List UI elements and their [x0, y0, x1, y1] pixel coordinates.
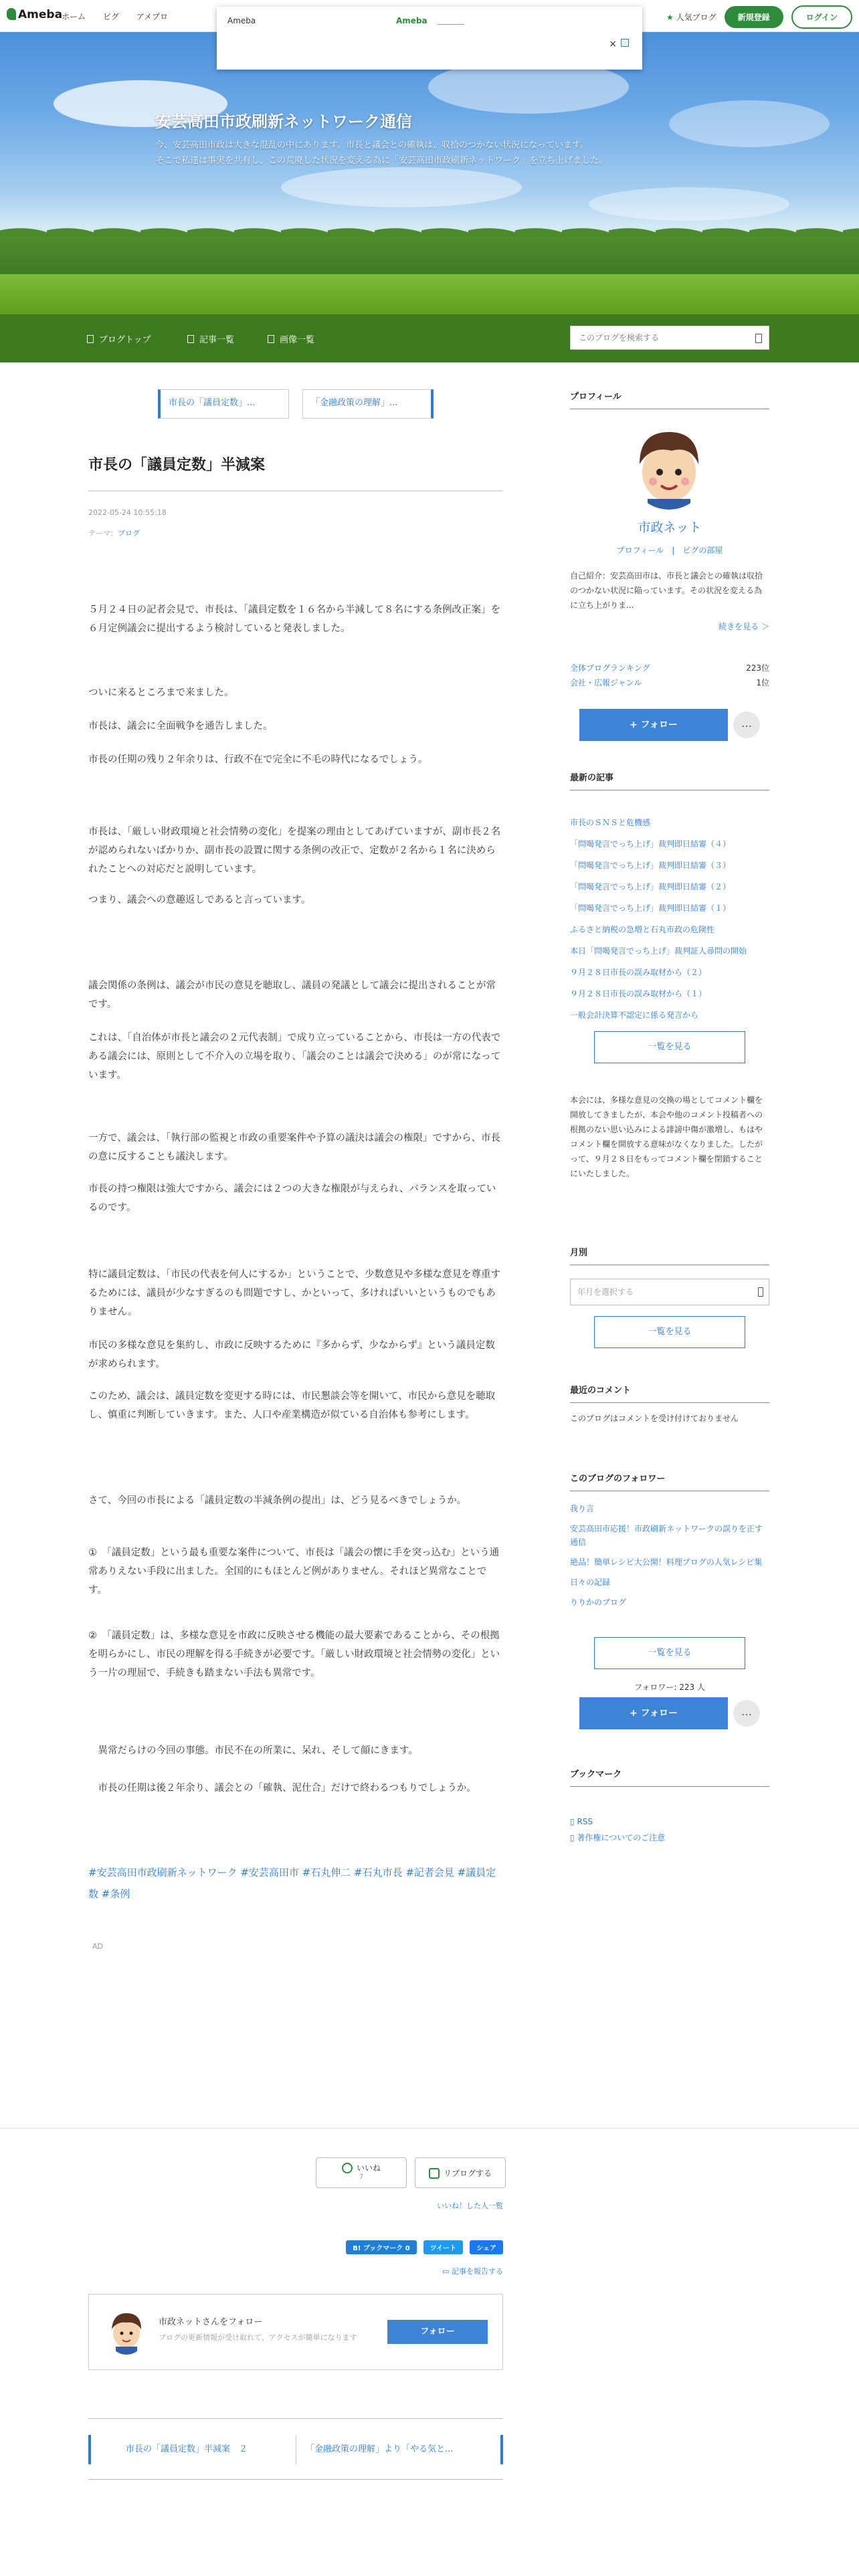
nav-home[interactable]: ホーム — [62, 12, 86, 21]
nav-pigg[interactable]: ピグ — [102, 12, 119, 21]
like-count: 7 — [359, 2173, 364, 2181]
follower-item[interactable]: 絶品！簡単レシピ大公開！料理ブログの人気レシピ集 — [570, 1558, 763, 1567]
recent-heading: 最新の記事 — [570, 770, 769, 790]
recent-item[interactable]: 「問喝発言でっち上げ」裁判即日結審（２） — [570, 882, 731, 891]
follow-box — [88, 2294, 503, 2370]
home-icon — [87, 335, 94, 343]
profile-avatar[interactable] — [629, 427, 709, 510]
follow-button[interactable]: フォロー — [387, 2320, 488, 2344]
footer-divider — [0, 2128, 859, 2129]
recent-list — [570, 816, 769, 1030]
report-link[interactable] — [442, 2266, 503, 2276]
like-button[interactable] — [316, 2157, 407, 2188]
profile-link[interactable]: プロフィール — [616, 546, 664, 555]
rss-link[interactable] — [570, 1814, 769, 1830]
comments-heading: 最近のコメント — [570, 1383, 769, 1403]
comment-notice: 本会には、多様な意見の交換の場としてコメント欄を開放してきましたが、本会や他のコメント投稿者への根拠のない思い込みによる誹謗中傷が激増し、もはやコメント欄を開放する意味がなくなりました。したがって、９月２８日をもってコメント欄を閉鎖することにいたしました。 — [570, 1095, 763, 1178]
recent-list-button[interactable]: 一覧を見る — [594, 1031, 745, 1063]
bookmark-count: 0 — [405, 2245, 410, 2252]
ameba-leaf-icon — [7, 8, 16, 20]
rss-icon: ▯ — [570, 1817, 577, 1826]
follower-item[interactable]: 日々の記録 — [570, 1578, 611, 1587]
bookmark-label: B! ブックマーク — [353, 2245, 403, 2252]
reblog-icon — [429, 2168, 440, 2179]
entry-pager — [88, 2418, 503, 2480]
follower-count: フォロワー: 223 人 — [634, 1683, 705, 1692]
cloud — [589, 187, 789, 221]
copyright-link[interactable] — [570, 1830, 769, 1846]
overlay-popup — [217, 7, 642, 70]
paragraph: つまり、議会への意趣返しであると言っています。 — [88, 895, 311, 905]
smile-icon — [342, 2163, 353, 2173]
popup-link[interactable]: Ameba — [396, 16, 427, 25]
logo-text: Ameba — [18, 8, 63, 21]
popular-blog-link[interactable] — [666, 11, 717, 23]
paragraph: このため、議会は、議員定数を変更する時には、市民懇談会等を開いて、市民から意見を聴取し、慎重に判断していきます。また、人口や産業構造が似ている自治体も参考にします。 — [88, 1391, 496, 1420]
blog-description — [155, 138, 664, 169]
paragraph: ① 「議員定数」という最も重要な案件について、市長は「議会の懐に手を突っ込む」という通常ありえない手段に出ました。全国的にもほとんど例がありません。それほど異常なことです。 — [88, 1547, 500, 1596]
month-select-placeholder: 年月を選択する — [577, 1287, 634, 1297]
follow-subtext: ブログの更新情報が受け取れて、アクセスが簡単になります — [159, 2333, 357, 2342]
theme-link[interactable]: ブログ — [118, 529, 140, 538]
next-entry-top[interactable]: 「金融政策の理解」... — [302, 389, 434, 419]
like-list-link[interactable]: いいね！した人一覧 — [437, 2202, 503, 2210]
ranking-all[interactable] — [570, 662, 769, 673]
more-options-icon[interactable]: … — [733, 1700, 760, 1727]
pig-room-link[interactable]: ピグの部屋 — [682, 546, 723, 555]
hashtags[interactable]: #安芸高田市政刷新ネットワーク #安芸高田市 #石丸伸二 #石丸市長 #記者会見 #議員定数 #条例 — [88, 1866, 496, 1900]
recent-item[interactable]: 市長のＳＮＳと危機感 — [570, 818, 651, 827]
crown-icon: ★ — [666, 13, 674, 22]
image-icon — [268, 335, 274, 343]
article-title[interactable]: 市長の「議員定数」半減案 — [88, 453, 503, 492]
recent-item[interactable]: 「問喝発言でっち上げ」裁判即日結審（１） — [570, 903, 731, 913]
popup-underline — [438, 24, 464, 25]
profile-intro: 自己紹介：安芸高田市は、市長と議会との確執は収拾のつかない状況に陥っています。その状況を変える為に立ち上がりま... — [570, 571, 763, 610]
paragraph: ついに来るところまで来ました。 — [88, 687, 234, 698]
sidebar-follow-button-2[interactable]: + フォロー — [579, 1697, 728, 1729]
prev-entry-bottom[interactable]: 市長の「議員定数」半減案 ２ — [88, 2435, 289, 2464]
paragraph: 異常だらけの今回の事態。市民不在の所業に、呆れ、そして顔にきます。 — [88, 1745, 418, 1756]
share-buttons — [346, 2240, 503, 2254]
nav-image-list[interactable] — [268, 332, 314, 345]
reblog-label: リブログする — [443, 2169, 492, 2178]
trees — [0, 237, 859, 278]
login-button[interactable]: ログイン — [791, 5, 852, 29]
profile-heading: プロフィール — [570, 389, 769, 409]
facebook-share-button[interactable]: シェア — [470, 2240, 503, 2254]
global-nav — [62, 11, 183, 22]
report-icon: ▭ — [442, 2267, 452, 2276]
like-label: いいね — [356, 2163, 381, 2173]
paragraph: さて、今回の市長による「議員定数の半減条例の提出」は、どう見るべきでしょうか。 — [88, 1495, 467, 1506]
prev-entry-top[interactable]: 市長の「議員定数」... — [158, 389, 289, 419]
hatena-bookmark-button[interactable] — [346, 2240, 416, 2254]
recent-item[interactable]: 本日「問喝発言でっち上げ」裁判証人尋問の開始 — [570, 946, 747, 956]
bookmark-label: 著作権についてのご注意 — [577, 1833, 666, 1842]
paragraph: 市長は、「厳しい財政環境と社会情勢の変化」を提案の理由としてあげていますが、副市長２名が認められないばかりか、副市長の設置に関する条例の改正で、定数が２名から１名に決められたことへの対応だと説明しています。 — [88, 827, 501, 875]
monthly-heading: 月別 — [570, 1245, 769, 1265]
cloud — [281, 167, 522, 207]
theme-label: テーマ： — [88, 529, 118, 538]
month-select[interactable] — [570, 1279, 769, 1305]
nav-blog-top[interactable] — [87, 332, 151, 345]
reaction-buttons — [316, 2157, 506, 2188]
search-icon[interactable] — [755, 334, 762, 343]
blog-search — [570, 326, 769, 350]
profile-links: プロフィール | ピグの部屋 — [616, 546, 723, 555]
tweet-button[interactable]: ツイート — [423, 2240, 464, 2254]
cloud — [669, 100, 830, 147]
popup-label: Ameba — [227, 16, 256, 25]
blog-desc-line: 今、安芸高田市政は大きな混乱の中にあります。市長と議会との確執は、収拾のつかない状況になっています。 — [155, 140, 589, 150]
follower-item[interactable]: 我り言 — [570, 1504, 595, 1513]
paragraph: 議会関係の条例は、議会が市民の意見を聴取し、議員の発議として議会に提出されることが常です。 — [88, 980, 496, 1010]
paragraph: 市長の持つ権限は強大ですから、議会には２つの大きな権限が与えられ、バランスを取っているのです。 — [88, 1184, 496, 1213]
article-theme — [88, 528, 140, 538]
report-label: 記事を報告する — [452, 2267, 503, 2276]
recent-item[interactable]: ９月２８日市長の誤み取材から（２） — [570, 968, 707, 977]
recent-item[interactable]: ９月２８日市長の誤み取材から（１） — [570, 989, 707, 998]
paragraph: 特に議員定数は、「市民の代表を何人にするか」ということで、少数意見や多様な意見を尊重するためには、議員が少なすぎるのも問題ですし、かといって、多ければいいというものでもありません。 — [88, 1269, 500, 1317]
paragraph: ５月２４日の記者会見で、市長は、「議員定数を１６名から半減して８名にする条例改正案」を６月定例議会に提出するよう検討していると発表しました。 — [88, 605, 500, 634]
followers-list — [570, 1502, 769, 1616]
nav-ameblo[interactable]: アメブロ — [136, 12, 168, 21]
blog-title[interactable]: 安芸高田市政刷新ネットワーク通信 — [155, 112, 412, 131]
ameba-logo[interactable] — [7, 8, 62, 21]
author-avatar — [106, 2309, 147, 2355]
recent-item[interactable]: ふるさと納税の急増と石丸市政の危険性 — [570, 925, 715, 934]
nav-label: 記事一覧 — [199, 335, 235, 345]
recent-item[interactable]: 一般会計決算不認定に係る発言から — [570, 1010, 699, 1020]
recent-item[interactable]: 「問喝発言でっち上げ」裁判即日結審（３） — [570, 861, 731, 870]
header-actions — [666, 5, 852, 29]
follow-name: 市政ネットさんをフォロー — [159, 2317, 263, 2327]
rank-value: 223位 — [746, 663, 769, 673]
more-options-icon[interactable]: … — [733, 712, 760, 738]
nav-label: ブログトップ — [99, 335, 151, 345]
paragraph: 市長の任期の残り２年余りは、行政不在で完全に不毛の時代になるでしょう。 — [88, 754, 428, 765]
rank-label: 全体ブログランキング — [570, 663, 650, 673]
popular-label: 人気ブログ — [676, 13, 717, 22]
list-icon — [187, 335, 194, 343]
blog-desc-line: そこで私達は事実を共有し、この荒廃した状況を変える為に「安芸高田市政刷新ネットワーク」を立ち上げました。 — [155, 156, 608, 166]
ad-label: AD — [92, 1942, 103, 1951]
followers-heading: このブログのフォロワー — [570, 1471, 769, 1491]
follower-item[interactable]: りりかのブログ — [570, 1598, 627, 1607]
paragraph: 市民の多様な意見を集約し、市政に反映するために『多からず、少なからず』という議員定数が求められます。 — [88, 1340, 495, 1370]
profile-name[interactable]: 市政ネット — [638, 520, 702, 535]
sidebar-follow-button[interactable]: + フォロー — [579, 709, 728, 741]
bookmark-label: RSS — [577, 1817, 593, 1826]
field — [0, 274, 859, 314]
info-icon[interactable] — [621, 39, 629, 47]
register-button[interactable]: 新規登録 — [725, 6, 783, 28]
nav-entry-list[interactable] — [187, 332, 234, 345]
comments-text: このブログはコメントを受け付けておりません — [570, 1414, 739, 1423]
doc-icon: ▯ — [570, 1833, 577, 1842]
read-more-link[interactable]: 続きを見る ＞ — [719, 622, 769, 631]
rank-label: 会社・広報ジャンル — [570, 678, 642, 687]
bookmark-heading: ブックマーク — [570, 1767, 769, 1787]
recent-item[interactable]: 「問喝発言でっち上げ」裁判即日結審（４） — [570, 839, 731, 849]
next-entry-bottom[interactable]: 「金融政策の理解」より「やる気と... — [296, 2435, 503, 2464]
monthly-list-button[interactable]: 一覧を見る — [594, 1316, 745, 1348]
ranking-genre[interactable] — [570, 677, 769, 688]
paragraph: ② 「議員定数」は、多様な意見を市政に反映させる機能の最大要素であることから、その根拠を明らかにし、市民の理解を得る手続きが必要です。「厳しい財政環境と社会情勢の変化」という一片の理屈で、手続きも踏まない手法も異常です。 — [88, 1630, 500, 1679]
bookmark-list — [570, 1814, 769, 1846]
followers-list-button[interactable]: 一覧を見る — [594, 1637, 745, 1669]
rank-value: 1位 — [756, 678, 769, 687]
search-input[interactable] — [571, 326, 738, 349]
paragraph: 一方で、議会は、「執行部の監視と市政の重要案件や予算の議決は議会の権限」ですから、市長の意に反することも議決します。 — [88, 1133, 500, 1162]
chevron-down-icon — [758, 1287, 763, 1297]
paragraph: これは、「自治体が市長と議会の２元代表制」で成り立っていることから、市長は一方の代表である議会には、原則として不介入の立場を取り、「議会のことは議会で決める」のが常になっています。 — [88, 1033, 501, 1081]
follower-item[interactable]: 安芸高田市応援！市政刷新ネットワークの誤りを正す通信 — [570, 1524, 763, 1547]
close-icon[interactable]: × — [609, 39, 617, 49]
paragraph: 市長の任期は後２年余り、議会との「確執、泥仕合」だけで終わるつもりでしょうか。 — [88, 1783, 476, 1794]
nav-label: 画像一覧 — [280, 335, 315, 345]
paragraph: 市長は、議会に全面戦争を通告しました。 — [88, 721, 273, 732]
reblog-button[interactable] — [415, 2157, 506, 2188]
article-date: 2022-05-24 10:55:18 — [88, 508, 167, 517]
